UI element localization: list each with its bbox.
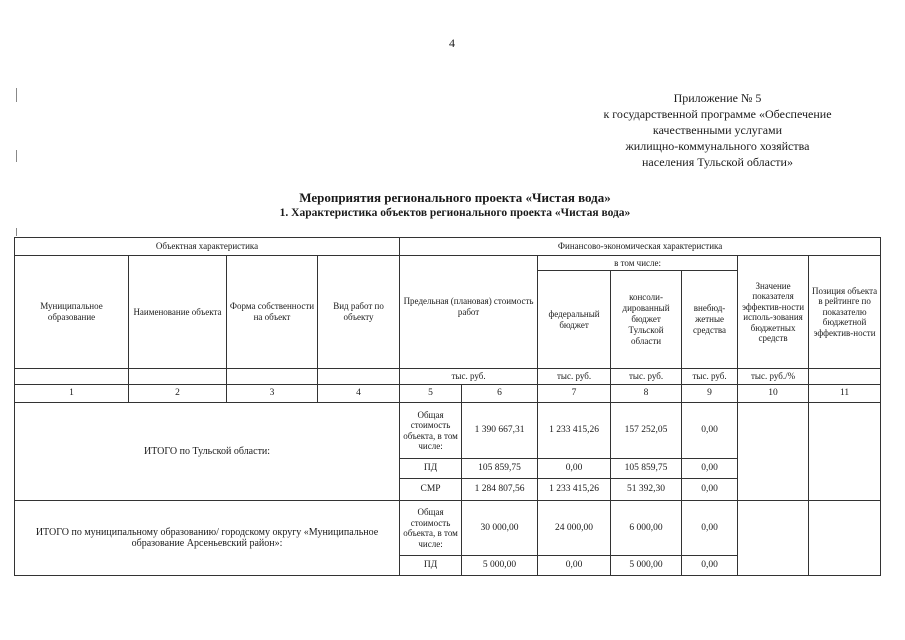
table-cell: 24 000,00 <box>538 501 611 556</box>
table-cell: 0,00 <box>682 501 738 556</box>
unit-consolidated: тыс. руб. <box>611 369 682 385</box>
group-object-header: Объектная характеристика <box>15 238 400 256</box>
table-cell: 30 000,00 <box>462 501 538 556</box>
header-efficiency: Значение показателя эффектив-ности исполь-зования бюджетных средств <box>738 256 809 369</box>
col-number: 6 <box>462 385 538 403</box>
col-number: 11 <box>809 385 881 403</box>
header-work-type: Вид работ по объекту <box>318 256 400 369</box>
header-rating: Позиция объекта в рейтинге по показателю бюджетной эффектив-ности <box>809 256 881 369</box>
table-cell: 6 000,00 <box>611 501 682 556</box>
col-number: 8 <box>611 385 682 403</box>
unit-federal: тыс. руб. <box>538 369 611 385</box>
document-subtitle: 1. Характеристика объектов регионального проекта «Чистая вода» <box>279 207 631 219</box>
document-title: Мероприятия регионального проекта «Чистая вода» <box>299 190 611 205</box>
appendix-block <box>575 90 860 170</box>
table-cell: 0,00 <box>682 556 738 576</box>
col-number: 9 <box>682 385 738 403</box>
header-max-cost: Предельная (плановая) стоимость работ <box>400 256 538 369</box>
unit-efficiency: тыс. руб./% <box>738 369 809 385</box>
header-federal: федеральный бюджет <box>538 271 611 369</box>
header-consolidated: консоли-дированный бюджет Тульской области <box>611 271 682 369</box>
table-cell: 51 392,30 <box>611 479 682 501</box>
appendix-line-3: качественными услугами <box>652 123 783 137</box>
table-cell: 105 859,75 <box>611 459 682 479</box>
margin-mark <box>16 88 17 102</box>
table-cell: ПД <box>400 459 462 479</box>
col-number: 2 <box>129 385 227 403</box>
header-municipality: Муниципальное образование <box>15 256 129 369</box>
header-including: в том числе: <box>538 256 738 271</box>
col-number: 4 <box>318 385 400 403</box>
header-ownership: Форма собственности на объект <box>227 256 318 369</box>
table-cell: 0,00 <box>682 403 738 459</box>
unit-extrabudget: тыс. руб. <box>682 369 738 385</box>
table-cell: 157 252,05 <box>611 403 682 459</box>
appendix-line-4: жилищно-коммунального хозяйства <box>625 139 810 153</box>
table-cell: 1 390 667,31 <box>462 403 538 459</box>
objects-table <box>14 237 881 576</box>
margin-mark <box>16 150 17 162</box>
appendix-line-2: к государственной программе «Обеспечение <box>603 107 832 121</box>
table-cell: ПД <box>400 556 462 576</box>
col-number: 7 <box>538 385 611 403</box>
table-cell: 1 233 415,26 <box>538 479 611 501</box>
col-number: 10 <box>738 385 809 403</box>
appendix-line-1: Приложение № 5 <box>673 91 762 105</box>
col-number: 1 <box>15 385 129 403</box>
col-number: 5 <box>400 385 462 403</box>
table-cell: 5 000,00 <box>462 556 538 576</box>
col-number: 3 <box>227 385 318 403</box>
table-cell: Общая стоимость объекта, в том числе: <box>400 501 462 556</box>
margin-mark <box>16 228 17 236</box>
table-cell: 5 000,00 <box>611 556 682 576</box>
appendix-line-5: населения Тульской области» <box>642 155 793 169</box>
header-extrabudget: внебюд-жетные средства <box>682 271 738 369</box>
header-object-name: Наименование объекта <box>129 256 227 369</box>
table-cell: Общая стоимость объекта, в том числе: <box>400 403 462 459</box>
page-number: 4 <box>449 36 455 50</box>
table-cell: 1 284 807,56 <box>462 479 538 501</box>
total-tula-label: ИТОГО по Тульской области: <box>15 403 400 501</box>
total-arsenyev-label: ИТОГО по муниципальному образованию/ городскому округу «Муниципальное образование Арсеньевский район»: <box>15 501 400 576</box>
table-cell: 0,00 <box>682 459 738 479</box>
table-cell: 105 859,75 <box>462 459 538 479</box>
table-cell: 1 233 415,26 <box>538 403 611 459</box>
table-cell: 0,00 <box>682 479 738 501</box>
table-cell: СМР <box>400 479 462 501</box>
table-cell: 0,00 <box>538 459 611 479</box>
group-finance-header: Финансово-экономическая характеристика <box>400 238 881 256</box>
unit-max-cost: тыс. руб. <box>400 369 538 385</box>
table-cell: 0,00 <box>538 556 611 576</box>
